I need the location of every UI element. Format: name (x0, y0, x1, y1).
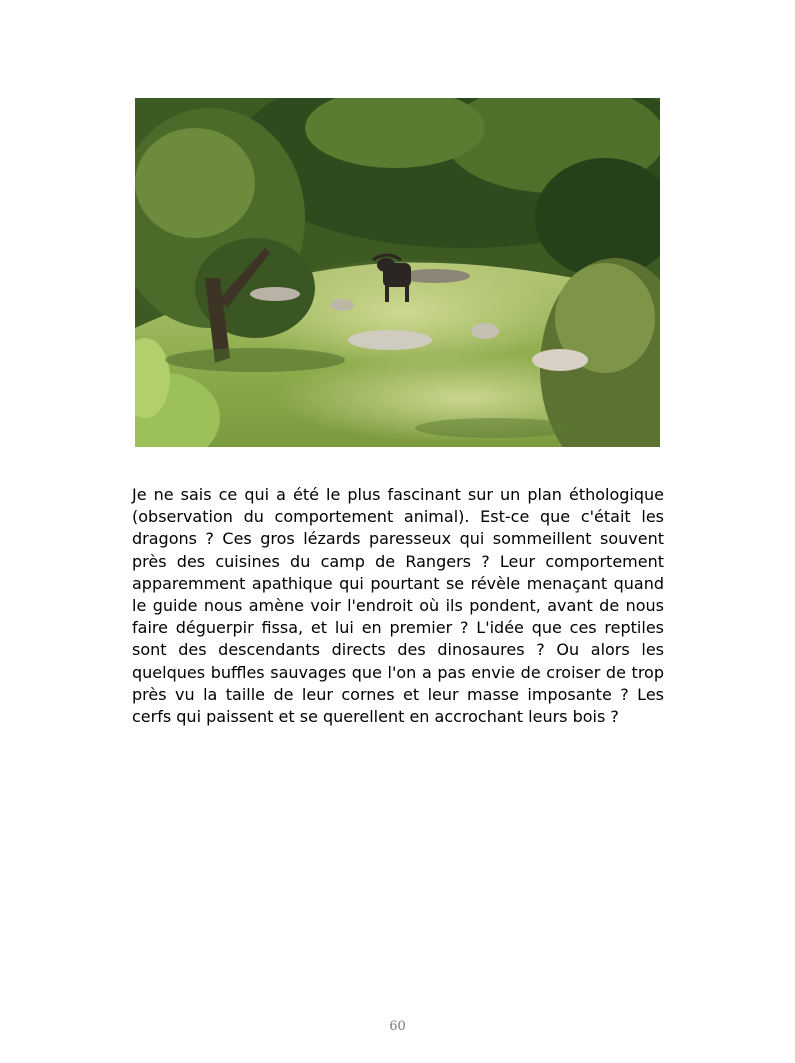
rock (348, 330, 432, 350)
rock (532, 349, 588, 371)
tree-shadow (165, 348, 345, 372)
rock (471, 323, 499, 339)
savanna-photo (135, 98, 660, 447)
tree-shadow (415, 418, 575, 438)
rock (330, 299, 354, 311)
body-paragraph: Je ne sais ce qui a été le plus fascinant sur un plan éthologique (observation du comportement animal). Est-ce que c'était les dragons ? Ces gros lézards paresseux qui sommeillent souvent près des cuisines du camp de Rangers ? Leur comportement apparemment apathique qui pourtant se révèle menaçant quand le guide nous amène voir l'endroit où ils pondent, avant de nous faire déguerpir fissa, et lui en premier ? L'idée que ces reptiles sont des descendants directs des dinosaures ? Ou alors les quelques buffles sauvages que l'on a pas envie de croiser de trop près vu la taille de leur cornes et leur masse imposante ? Les cerfs qui paissent et se querellent en accrochant leurs bois ? (132, 485, 664, 727)
photo-illustration (135, 98, 660, 447)
page-number: 60 (389, 1019, 406, 1034)
left-tree-foliage-light (135, 128, 255, 238)
rock (250, 287, 300, 301)
